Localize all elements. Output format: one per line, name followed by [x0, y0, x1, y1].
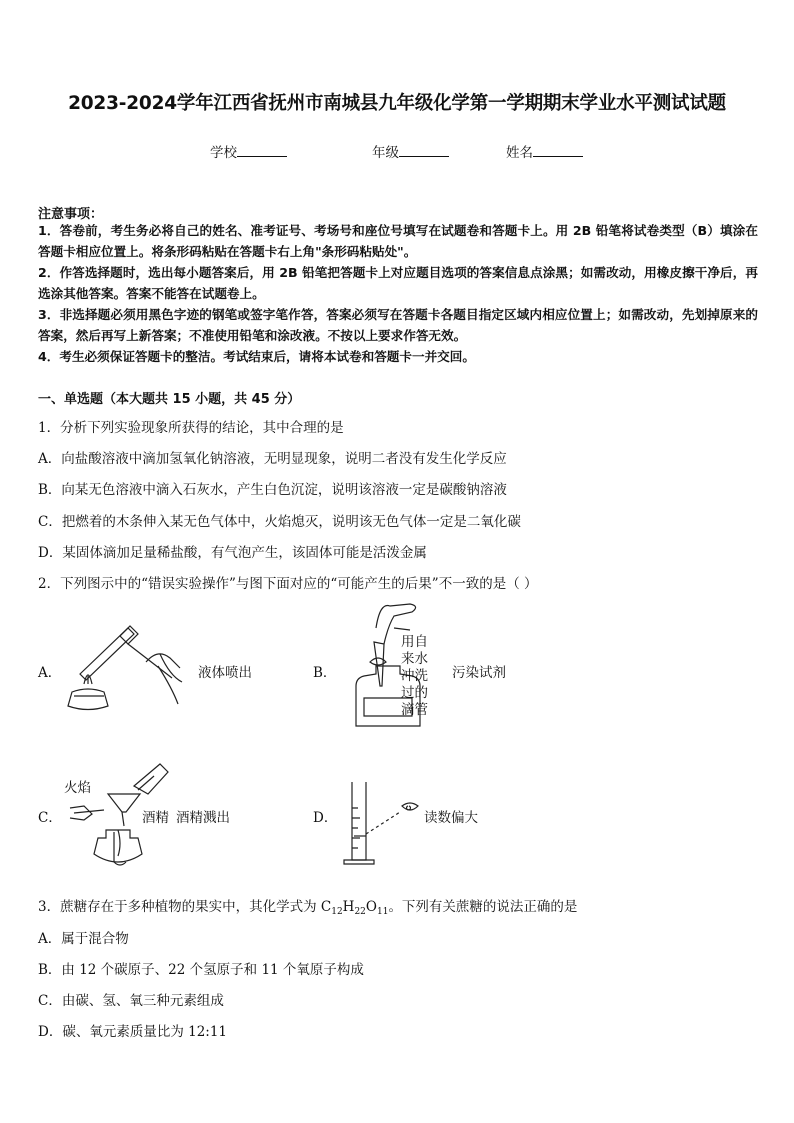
q3-h: H	[342, 899, 355, 915]
q3-sub-c: 12	[331, 907, 343, 917]
q1-option-a: A．向盐酸溶液中滴加氢氧化钠溶液，无明显现象，说明二者没有发生化学反应	[38, 451, 507, 467]
heating-test-tube-figure	[60, 618, 190, 713]
q2-option-a-letter: A．	[38, 665, 62, 681]
q3-sub-o: 11	[376, 907, 389, 917]
name-blank	[533, 144, 583, 157]
q2-option-c-letter: C．	[38, 810, 62, 826]
grade-field	[372, 141, 449, 161]
q3-stem-pre: 3．蔗糖存在于多种植物的果实中，其化学式为 C	[38, 899, 332, 915]
q3-option-b: B．由 12 个碳原子、22 个氢原子和 11 个氧原子构成	[38, 962, 364, 978]
q3-sub-h: 22	[354, 907, 366, 917]
dropper-inner-label: 用自来水冲洗过的滴管	[401, 634, 428, 718]
school-blank	[237, 144, 287, 157]
q1-option-c: C．把燃着的木条伸入某无色气体中，火焰熄灭，说明该无色气体一定是二氧化碳	[38, 514, 521, 530]
fire-label: 火焰	[64, 780, 91, 796]
note-item-4: 4．考生必须保证答题卡的整洁。考试结束后，请将本试卷和答题卡一并交回。	[38, 349, 475, 364]
section-heading: 一、单选题（本大题共 15 小题，共 45 分）	[38, 392, 301, 407]
q2-option-c-caption: 酒精溅出	[176, 810, 230, 826]
notes-heading: 注意事项：	[38, 207, 104, 222]
grade-label: 年级	[372, 145, 399, 161]
q2-option-d-caption: 读数偏大	[424, 810, 478, 826]
q3-stem	[38, 895, 577, 917]
note-item-3: 3．非选择题必须用黑色字迹的钢笔或签字笔作答，答案必须写在答题卡各题目指定区域内相应位置上；如需改动，先划掉原来的答案，然后再写上新答案；不准使用铅笔和涂改液。不按以上要求作答无效。	[38, 307, 758, 343]
q1-stem: 1．分析下列实验现象所获得的结论，其中合理的是	[38, 420, 344, 436]
q3-option-c: C．由碳、氢、氧三种元素组成	[38, 993, 224, 1009]
q2-option-b-caption: 污染试剂	[452, 665, 506, 681]
page-title: 2023-2024学年江西省抚州市南城县九年级化学第一学期期末学业水平测试试题	[68, 93, 726, 114]
q2-option-d-letter: D．	[313, 810, 338, 826]
name-field	[506, 141, 583, 161]
alcohol-label: 酒精	[142, 810, 169, 826]
q3-option-a: A．属于混合物	[38, 931, 129, 947]
q3-o: O	[365, 899, 377, 915]
graduated-cylinder-figure	[340, 778, 425, 868]
note-item-2: 2．作答选择题时，选出每小题答案后，用 2B 铅笔把答题卡上对应题目选项的答案信息点涂黑；如需改动，用橡皮擦干净后，再选涂其他答案。答案不能答在试题卷上。	[38, 265, 758, 301]
q2-option-a-caption: 液体喷出	[198, 665, 252, 681]
q3-option-d: D．碳、氧元素质量比为 12:11	[38, 1024, 228, 1040]
q1-option-b: B．向某无色溶液中滴入石灰水，产生白色沉淀，说明该溶液一定是碳酸钠溶液	[38, 482, 507, 498]
school-label: 学校	[210, 145, 237, 161]
grade-blank	[399, 144, 449, 157]
q2-option-b-letter: B．	[313, 665, 337, 681]
q1-option-d: D．某固体滴加足量稀盐酸，有气泡产生，该固体可能是活泼金属	[38, 545, 427, 561]
q2-stem: 2．下列图示中的“错误实验操作”与图下面对应的“可能产生的后果”不一致的是（ ）	[38, 576, 538, 592]
note-item-1: 1．答卷前，考生务必将自己的姓名、准考证号、考场号和座位号填写在试题卷和答题卡上。用 2B 铅笔将试卷类型（B）填涂在答题卡相应位置上。将条形码粘贴在答题卡右上角"条形码粘贴处"。	[38, 223, 758, 259]
dropper-bottle-figure	[350, 598, 450, 733]
school-field	[210, 141, 287, 161]
q3-stem-post: 。下列有关蔗糖的说法正确的是	[388, 899, 578, 915]
name-label: 姓名	[506, 145, 533, 161]
